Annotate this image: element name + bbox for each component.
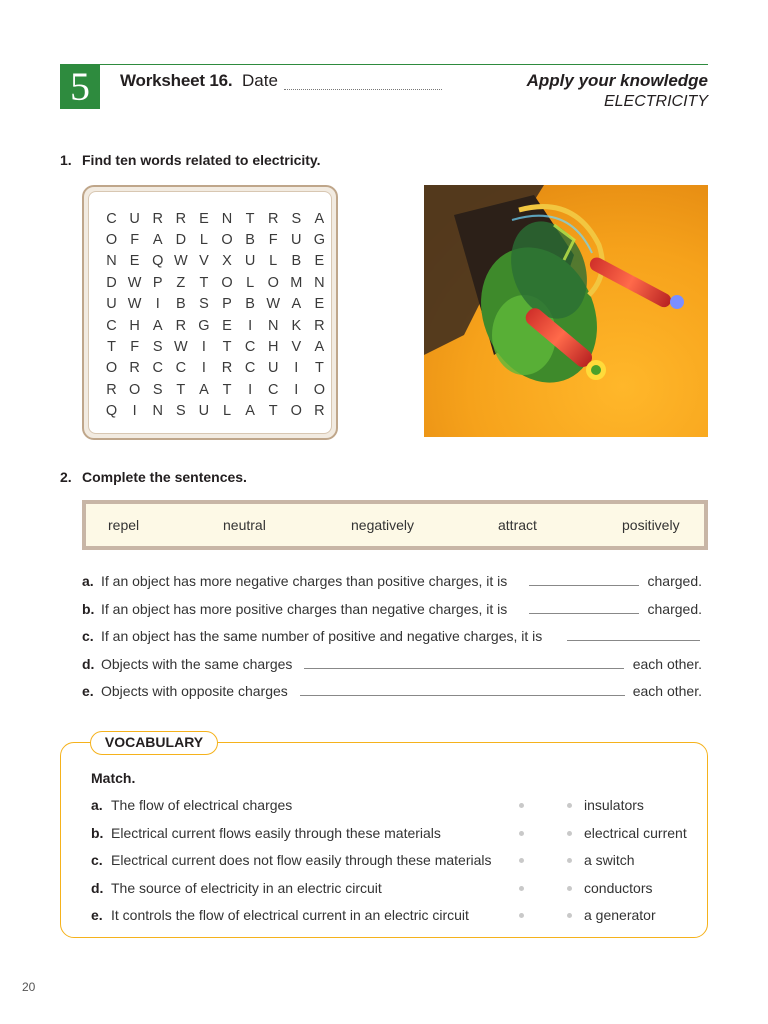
grid-letter[interactable]: C bbox=[106, 210, 117, 227]
grid-letter[interactable]: S bbox=[175, 403, 186, 420]
grid-letter[interactable]: E bbox=[314, 296, 325, 313]
grid-letter[interactable]: H bbox=[129, 317, 140, 334]
grid-letter[interactable]: P bbox=[152, 274, 163, 291]
topic-label: ELECTRICITY bbox=[603, 93, 708, 110]
grid-letter[interactable]: L bbox=[199, 232, 208, 249]
grid-letter[interactable]: R bbox=[152, 210, 163, 227]
grid-letter[interactable]: O bbox=[221, 274, 233, 291]
match-dot-left[interactable] bbox=[519, 858, 524, 863]
sentence-c bbox=[82, 628, 702, 646]
match-item-e bbox=[91, 907, 469, 923]
grid-row bbox=[100, 208, 331, 229]
grid-letter[interactable]: V bbox=[291, 339, 302, 356]
word-bank-panel bbox=[86, 504, 704, 546]
sentence-a bbox=[82, 573, 702, 591]
grid-letter[interactable]: K bbox=[291, 317, 302, 334]
sentence-letter: c. bbox=[82, 628, 94, 644]
grid-letter[interactable]: T bbox=[314, 360, 324, 377]
grid-letter[interactable]: L bbox=[222, 403, 232, 420]
grid-letter[interactable]: F bbox=[268, 232, 278, 249]
grid-letter[interactable]: I bbox=[155, 296, 160, 313]
grid-row bbox=[100, 251, 331, 272]
grid-letter[interactable]: A bbox=[291, 296, 302, 313]
sentence-letter: a. bbox=[82, 573, 94, 589]
answer-blank[interactable] bbox=[529, 585, 639, 586]
grid-letter[interactable]: I bbox=[294, 381, 299, 398]
grid-row bbox=[100, 336, 331, 357]
grid-letter[interactable]: T bbox=[245, 210, 255, 227]
grid-letter[interactable]: E bbox=[222, 317, 232, 334]
grid-letter[interactable]: R bbox=[221, 360, 233, 377]
grid-row bbox=[100, 401, 331, 422]
grid-letter[interactable]: S bbox=[291, 210, 302, 227]
match-dot-left[interactable] bbox=[519, 886, 524, 891]
grid-letter[interactable]: O bbox=[129, 381, 141, 398]
section-label: Apply your knowledge bbox=[526, 71, 708, 90]
grid-letter[interactable]: H bbox=[267, 339, 279, 356]
grid-letter[interactable]: W bbox=[173, 253, 188, 270]
grid-row bbox=[100, 272, 331, 293]
sentence-text: Objects with the same charges bbox=[101, 656, 293, 672]
grid-letter[interactable]: C bbox=[244, 339, 256, 356]
task2-instruction: Complete the sentences. bbox=[82, 469, 247, 485]
grid-letter[interactable]: E bbox=[129, 253, 140, 270]
grid-letter[interactable]: U bbox=[267, 360, 279, 377]
grid-letter[interactable]: T bbox=[222, 381, 232, 398]
match-text: Electrical current flows easily through these materials bbox=[111, 825, 441, 841]
grid-letter[interactable]: O bbox=[221, 232, 233, 249]
unit-number-badge: 5 bbox=[60, 64, 100, 109]
sentence-tail: charged. bbox=[647, 573, 702, 589]
grid-letter[interactable]: R bbox=[129, 360, 140, 377]
sentence-b bbox=[82, 601, 702, 619]
grid-letter[interactable]: T bbox=[268, 403, 278, 420]
grid-letter[interactable]: B bbox=[245, 296, 255, 313]
electric-plug-photo bbox=[424, 185, 708, 437]
grid-letter[interactable]: W bbox=[127, 296, 142, 313]
sentence-letter: e. bbox=[82, 683, 94, 699]
match-item-a bbox=[91, 797, 292, 813]
match-option: a switch bbox=[584, 852, 635, 868]
grid-letter[interactable]: B bbox=[291, 253, 302, 270]
grid-letter[interactable]: T bbox=[199, 274, 209, 291]
answer-blank[interactable] bbox=[567, 640, 700, 641]
match-text: It controls the flow of electrical current in an electric circuit bbox=[111, 907, 469, 923]
date-label: Date bbox=[242, 71, 278, 90]
grid-row bbox=[100, 229, 331, 250]
grid-letter[interactable]: U bbox=[198, 403, 210, 420]
grid-letter[interactable]: U bbox=[244, 253, 256, 270]
grid-letter[interactable]: L bbox=[269, 253, 278, 270]
grid-letter[interactable]: M bbox=[290, 274, 303, 291]
grid-letter[interactable]: O bbox=[267, 274, 279, 291]
match-title: Match. bbox=[91, 770, 136, 786]
match-option: conductors bbox=[584, 880, 653, 896]
match-item-c bbox=[91, 852, 492, 868]
grid-letter[interactable]: W bbox=[127, 274, 142, 291]
word-bank-item[interactable]: positively bbox=[622, 517, 680, 533]
task1-number: 1. bbox=[60, 152, 72, 168]
grid-letter[interactable]: G bbox=[313, 232, 326, 249]
match-option: electrical current bbox=[584, 825, 687, 841]
grid-letter[interactable]: A bbox=[199, 381, 209, 398]
sentence-letter: d. bbox=[82, 656, 95, 672]
answer-blank[interactable] bbox=[304, 668, 624, 669]
answer-blank[interactable] bbox=[529, 613, 639, 614]
grid-letter[interactable]: O bbox=[105, 360, 118, 377]
match-letter: d. bbox=[91, 880, 104, 896]
grid-letter[interactable]: R bbox=[267, 210, 279, 227]
grid-letter[interactable]: R bbox=[314, 317, 325, 334]
grid-letter[interactable]: Q bbox=[105, 403, 118, 420]
sentence-letter: b. bbox=[82, 601, 95, 617]
grid-letter[interactable]: U bbox=[129, 210, 140, 227]
sentence-tail: each other. bbox=[632, 656, 702, 672]
grid-row bbox=[100, 358, 331, 379]
grid-letter[interactable]: C bbox=[244, 360, 256, 377]
grid-letter[interactable]: P bbox=[222, 296, 232, 313]
match-text: Electrical current does not flow easily through these materials bbox=[111, 852, 492, 868]
match-option: insulators bbox=[584, 797, 644, 813]
task2-number: 2. bbox=[60, 469, 72, 485]
grid-letter[interactable]: I bbox=[248, 317, 253, 334]
grid-letter[interactable]: A bbox=[245, 403, 255, 420]
grid-letter[interactable]: R bbox=[175, 317, 187, 334]
grid-letter[interactable]: Z bbox=[176, 274, 186, 291]
grid-letter[interactable]: W bbox=[266, 296, 281, 313]
grid-letter[interactable]: W bbox=[173, 339, 188, 356]
grid-letter[interactable]: N bbox=[267, 317, 279, 334]
match-dot-right[interactable] bbox=[567, 886, 572, 891]
match-dot-right[interactable] bbox=[567, 913, 572, 918]
grid-letter[interactable]: N bbox=[314, 274, 325, 291]
grid-letter[interactable]: T bbox=[176, 381, 186, 398]
sentence-tail: charged. bbox=[647, 601, 702, 617]
grid-letter[interactable]: F bbox=[130, 232, 140, 249]
match-dot-left[interactable] bbox=[519, 803, 524, 808]
grid-letter[interactable]: R bbox=[106, 381, 117, 398]
sentence-text: Objects with opposite charges bbox=[101, 683, 288, 699]
answer-blank[interactable] bbox=[300, 695, 625, 696]
word-bank-item[interactable]: neutral bbox=[223, 517, 266, 533]
grid-letter[interactable]: C bbox=[267, 381, 279, 398]
grid-letter[interactable]: I bbox=[248, 381, 253, 398]
sentence-text: If an object has more positive charges than negative charges, it is bbox=[101, 601, 508, 617]
match-item-d bbox=[91, 880, 382, 896]
grid-letter[interactable]: R bbox=[175, 210, 187, 227]
grid-letter[interactable]: Q bbox=[152, 253, 164, 270]
sentence-e bbox=[82, 683, 702, 701]
grid-letter[interactable]: O bbox=[290, 403, 302, 420]
grid-row bbox=[100, 315, 331, 336]
word-search-grid[interactable] bbox=[100, 208, 331, 422]
vocabulary-tab: VOCABULARY bbox=[90, 731, 218, 755]
grid-letter[interactable]: F bbox=[130, 339, 140, 356]
grid-letter[interactable]: I bbox=[132, 403, 137, 420]
match-letter: e. bbox=[91, 907, 103, 923]
match-dot-right[interactable] bbox=[567, 831, 572, 836]
sentence-text: If an object has the same number of positive and negative charges, it is bbox=[101, 628, 543, 644]
grid-letter[interactable]: S bbox=[199, 296, 209, 313]
match-letter: b. bbox=[91, 825, 104, 841]
grid-letter[interactable]: N bbox=[221, 210, 233, 227]
grid-letter[interactable]: O bbox=[105, 232, 118, 249]
grid-letter[interactable]: O bbox=[313, 381, 326, 398]
match-text: The flow of electrical charges bbox=[111, 797, 293, 813]
page-number: 20 bbox=[22, 980, 36, 994]
grid-letter[interactable]: R bbox=[314, 403, 325, 420]
grid-letter[interactable]: T bbox=[107, 339, 116, 356]
grid-row bbox=[100, 379, 331, 400]
grid-letter[interactable]: D bbox=[106, 274, 117, 291]
match-option: a generator bbox=[584, 907, 656, 923]
grid-letter[interactable]: N bbox=[152, 403, 163, 420]
match-item-b bbox=[91, 825, 441, 841]
grid-letter[interactable]: A bbox=[314, 339, 325, 356]
grid-letter[interactable]: L bbox=[246, 274, 255, 291]
grid-letter[interactable]: C bbox=[152, 360, 163, 377]
grid-letter[interactable]: A bbox=[152, 317, 163, 334]
word-search-panel bbox=[88, 191, 332, 434]
word-bank-item[interactable]: repel bbox=[108, 517, 140, 533]
grid-letter[interactable]: S bbox=[152, 339, 163, 356]
grid-letter[interactable]: I bbox=[201, 360, 206, 377]
match-letter: a. bbox=[91, 797, 103, 813]
word-bank-item[interactable]: attract bbox=[498, 517, 537, 533]
sentence-text: If an object has more negative charges than positive charges, it is bbox=[101, 573, 508, 589]
match-dot-right[interactable] bbox=[567, 858, 572, 863]
date-field[interactable] bbox=[284, 89, 442, 90]
grid-letter[interactable]: X bbox=[222, 253, 232, 270]
grid-letter[interactable]: U bbox=[291, 232, 302, 249]
grid-letter[interactable]: C bbox=[106, 317, 117, 334]
match-letter: c. bbox=[91, 852, 103, 868]
word-search-frame bbox=[82, 185, 338, 440]
grid-letter[interactable]: B bbox=[175, 296, 186, 313]
grid-letter[interactable]: D bbox=[175, 232, 187, 249]
grid-letter[interactable]: A bbox=[314, 210, 325, 227]
grid-letter[interactable]: C bbox=[175, 360, 187, 377]
grid-letter[interactable]: N bbox=[106, 253, 117, 270]
grid-letter[interactable]: E bbox=[199, 210, 209, 227]
word-bank-item[interactable]: negatively bbox=[351, 517, 415, 533]
grid-letter[interactable]: S bbox=[152, 381, 163, 398]
task1-heading bbox=[60, 152, 321, 168]
grid-row bbox=[100, 294, 331, 315]
sentence-d bbox=[82, 656, 702, 674]
task1-instruction: Find ten words related to electricity. bbox=[82, 152, 321, 168]
sentence-tail: each other. bbox=[632, 683, 702, 699]
task2-heading bbox=[60, 469, 247, 485]
header-rule bbox=[60, 64, 708, 65]
grid-letter[interactable]: V bbox=[199, 253, 209, 270]
match-dot-left[interactable] bbox=[519, 831, 524, 836]
grid-letter[interactable]: U bbox=[106, 296, 117, 313]
grid-letter[interactable]: B bbox=[245, 232, 255, 249]
word-bank bbox=[82, 500, 708, 550]
grid-letter[interactable]: I bbox=[294, 360, 299, 377]
grid-letter[interactable]: T bbox=[222, 339, 232, 356]
grid-letter[interactable]: E bbox=[314, 253, 325, 270]
worksheet-title: Worksheet 16. bbox=[120, 71, 233, 90]
grid-letter[interactable]: A bbox=[152, 232, 163, 249]
match-text: The source of electricity in an electric circuit bbox=[111, 880, 382, 896]
grid-letter[interactable]: I bbox=[201, 339, 206, 356]
grid-letter[interactable]: G bbox=[198, 317, 210, 334]
match-dot-right[interactable] bbox=[567, 803, 572, 808]
match-dot-left[interactable] bbox=[519, 913, 524, 918]
